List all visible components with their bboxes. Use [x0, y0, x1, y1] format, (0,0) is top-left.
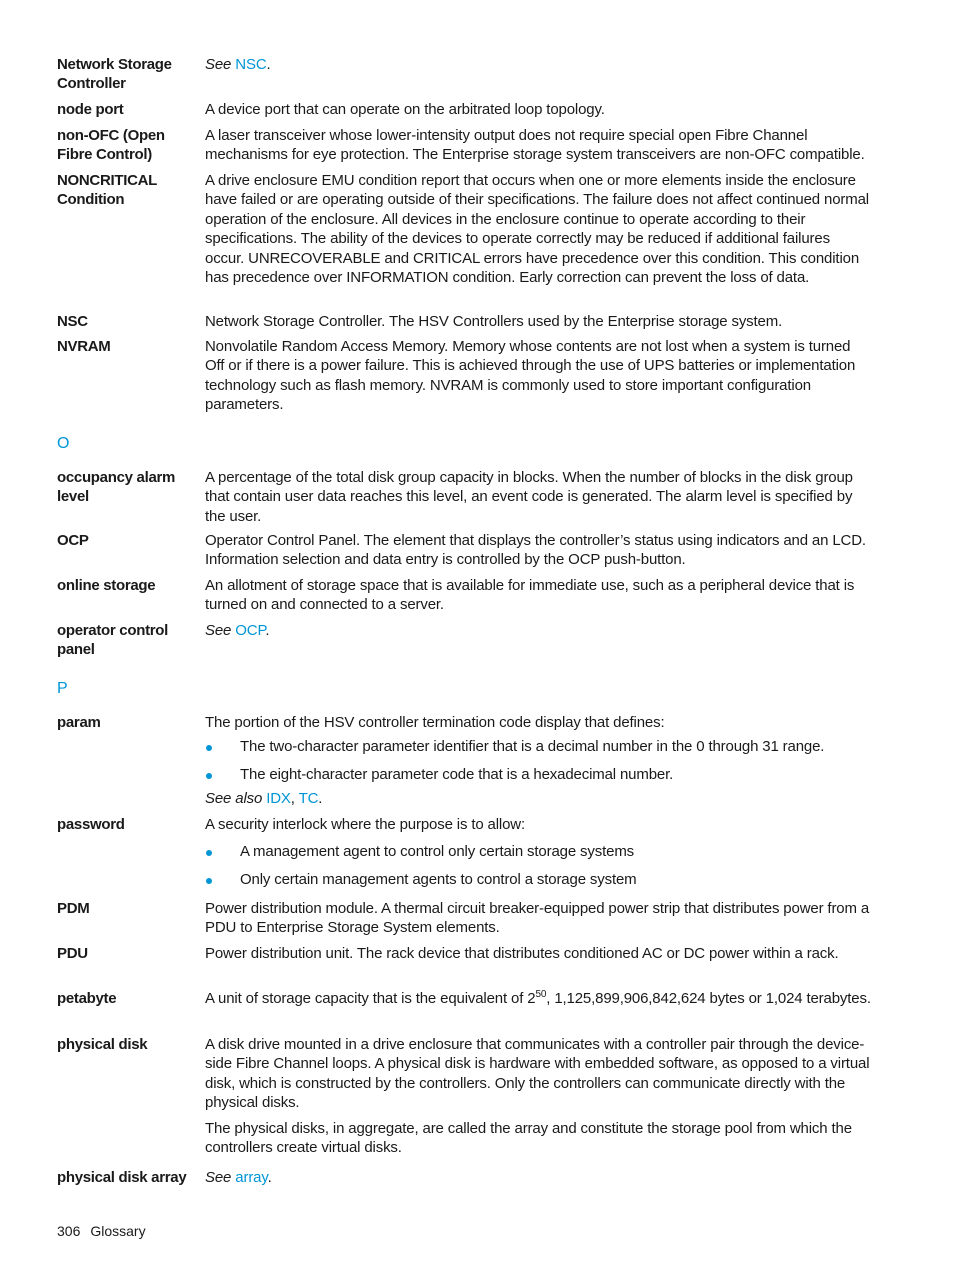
entry-online-storage [57, 576, 872, 615]
link-nsc[interactable]: NSC [235, 56, 267, 73]
entry-ocp [57, 531, 872, 570]
definition: An allotment of storage space that is available for immediate use, such as a peripheral device that is turned on and connected to a server. [205, 577, 855, 614]
term: Network Storage Controller [57, 56, 172, 93]
term: non-OFC (Open Fibre Control) [57, 127, 165, 164]
term: petabyte [57, 990, 117, 1007]
entry-petabyte [57, 989, 872, 1008]
definition [205, 621, 872, 640]
bullet-list [205, 737, 872, 784]
term: physical disk array [57, 1169, 187, 1186]
term: online storage [57, 577, 156, 594]
term: NVRAM [57, 338, 111, 355]
entry-network-storage-controller [57, 55, 872, 93]
definition: Operator Control Panel. The element that displays the controller’s status using indicators and an LCD. Information selection and data entry is controlled by the OCP push-button. [205, 532, 866, 569]
bullet-item: The two-character parameter identifier that is a decimal number in the 0 through 31 range. [205, 737, 872, 756]
definition-text-continued: , 1,125,899,906,842,624 bytes or 1,024 terabytes. [546, 990, 871, 1007]
link-idx[interactable]: IDX [266, 789, 291, 807]
definition [205, 55, 872, 74]
term: PDM [57, 900, 90, 917]
entry-password [57, 815, 872, 898]
punctuation: . [265, 622, 270, 639]
entry-nvram [57, 337, 872, 415]
page-footer [57, 1222, 146, 1240]
entry-physical-disk [57, 1035, 872, 1157]
term: OCP [57, 532, 89, 549]
definition: A device port that can operate on the arbitrated loop topology. [205, 101, 605, 118]
term: operator control panel [57, 622, 169, 659]
bullet-list [205, 842, 872, 889]
definition [205, 713, 872, 808]
definition: A percentage of the total disk group capacity in blocks. When the number of blocks in the disk group that contain user data reaches this level, an event code is generated. The alarm level is specified by the user. [205, 469, 853, 525]
definition [205, 1168, 872, 1187]
definition-paragraph-1: A disk drive mounted in a drive enclosure that communicates with a controller pair through the device-side Fibre Channel loops. A physical disk is hardware with embedded software, as opposed to a virtual disk, which is constructed by the controllers. Only the controllers can communicate directly with the physical disks. [205, 1036, 870, 1112]
definition: Power distribution module. A thermal circuit breaker-equipped power strip that distributes power from a PDU to Enterprise Storage System elements. [205, 900, 870, 937]
entry-occupancy-alarm-level [57, 468, 872, 526]
footer-section: Glossary [90, 1223, 146, 1239]
entry-noncritical-condition [57, 171, 872, 287]
punctuation: . [267, 1169, 272, 1186]
term: node port [57, 101, 124, 118]
bullet-item: Only certain management agents to control a storage system [205, 870, 872, 889]
definition [205, 1035, 872, 1157]
page-number: 306 [57, 1223, 81, 1239]
definition [205, 815, 872, 890]
entry-pdu [57, 944, 872, 963]
definition-text: A unit of storage capacity that is the equivalent of 2 [205, 990, 536, 1007]
definition-paragraph-2: The physical disks, in aggregate, are called the array and constitute the storage pool from which the controllers create virtual disks. [205, 1119, 852, 1157]
link-ocp[interactable]: OCP [235, 622, 266, 639]
term: occupancy alarm level [57, 469, 176, 506]
punctuation: . [318, 789, 323, 807]
entry-param [57, 713, 872, 808]
see-label: See [205, 622, 232, 639]
entry-node-port [57, 100, 872, 119]
term: param [57, 714, 101, 731]
definition: Network Storage Controller. The HSV Controllers used by the Enterprise storage system. [205, 313, 783, 330]
definition: Nonvolatile Random Access Memory. Memory whose contents are not lost when a system is turned Off or if there is a power failure. This is achieved through the use of UPS batteries or implementation technology such as flash memory. NVRAM is commonly used to store important configuration parameters. [205, 338, 856, 414]
see-label: See [205, 1169, 232, 1186]
term: PDU [57, 945, 88, 962]
see-also [205, 789, 872, 808]
entry-pdm [57, 899, 872, 938]
bullet-item: A management agent to control only certain storage systems [205, 842, 872, 861]
entry-nsc [57, 312, 872, 331]
entry-physical-disk-array [57, 1168, 872, 1187]
entry-non-ofc [57, 126, 872, 165]
term: physical disk [57, 1036, 148, 1053]
definition [205, 989, 872, 1008]
link-tc[interactable]: TC [298, 789, 319, 807]
definition: A laser transceiver whose lower-intensity output does not require special open Fibre Channel mechanisms for eye protection. The Enterprise storage system transceivers are non-OFC compatible. [205, 127, 865, 164]
definition: A drive enclosure EMU condition report that occurs when one or more elements inside the enclosure have failed or are operating outside of their specifications. The failure does not affect continued normal operation of the enclosure. All devices in the enclosure continue to operate according to their specifications. The ability of the devices to operate correctly may be reduced if additional failures occur. UNRECOVERABLE and CRITICAL errors have precedence over this condition. This condition has precedence over INFORMATION condition. Early correction can prevent the loss of data. [205, 172, 869, 287]
punctuation: , [290, 789, 295, 807]
definition-text: A security interlock where the purpose is to allow: [205, 816, 526, 833]
term: password [57, 816, 125, 833]
link-array[interactable]: array [235, 1169, 268, 1186]
entry-operator-control-panel [57, 621, 872, 659]
see-also-label: See also [205, 789, 263, 807]
letter-heading-o: O [57, 435, 70, 452]
see-label: See [205, 56, 232, 73]
punctuation: . [266, 56, 271, 73]
bullet-item: The eight-character parameter code that is a hexadecimal number. [205, 765, 872, 784]
definition-text: The portion of the HSV controller termination code display that defines: [205, 714, 665, 731]
exponent: 50 [535, 989, 547, 1000]
term: NSC [57, 313, 88, 330]
letter-heading-p: P [57, 680, 68, 697]
definition: Power distribution unit. The rack device that distributes conditioned AC or DC power within a rack. [205, 945, 839, 962]
term: NONCRITICAL Condition [57, 172, 157, 209]
